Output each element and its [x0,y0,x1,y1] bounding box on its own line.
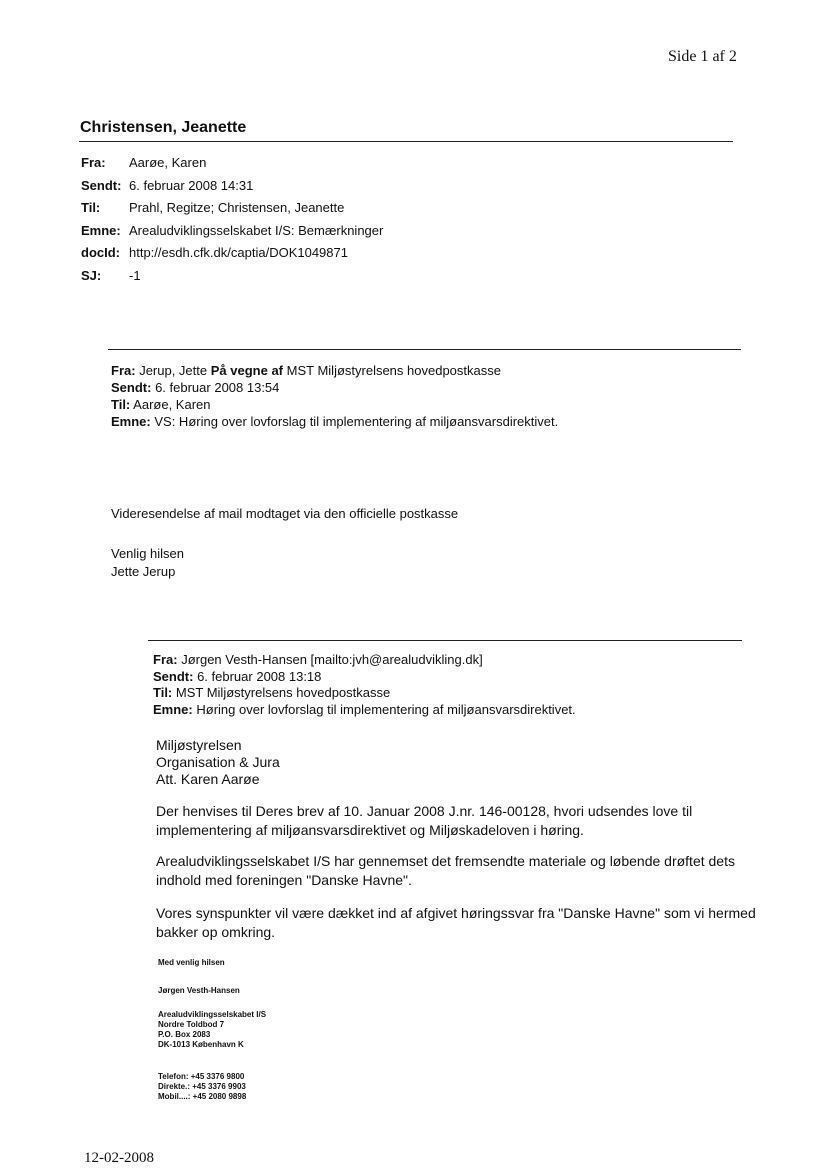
forward2-subject-value: Høring over lovforslag til implementering af miljøansvarsdirektivet. [196,701,576,717]
forward1-sent-row [111,379,558,396]
forward1-to-value: Aarøe, Karen [133,397,211,412]
email-header-fields [81,155,383,291]
forward2-header [153,652,576,718]
forward1-subject-row [111,413,558,430]
header-label: Til: [81,200,101,216]
forward2-subject-label: Emne: [153,701,193,717]
forward2-to-row [153,685,576,702]
header-label: docId: [81,245,120,261]
signature-address [158,1010,266,1050]
forward1-from-value: Jerup, Jette [139,363,208,378]
header-value: Prahl, Regitze; Christensen, Jeanette [129,200,345,216]
forward2-sent-label: Sendt: [153,668,194,684]
signature-closing: Med venlig hilsen [158,958,225,967]
forward1-from-row [111,362,558,379]
forward1-to-row [111,396,558,413]
header-row-to [81,200,383,223]
header-label: SJ: [81,267,102,283]
phone-line: Direkte.: +45 3376 9903 [158,1082,246,1091]
header-label: Sendt: [81,177,122,193]
forward1-sent-value: 6. februar 2008 13:54 [155,380,280,395]
forward2-from-label: Fra: [153,652,178,667]
header-row-docid [81,245,383,268]
address-line: P.O. Box 2083 [158,1030,211,1039]
forward1-subject-value: VS: Høring over lovforslag til implementering af miljøansvarsdirektivet. [154,414,559,429]
header-label: Emne: [81,222,121,238]
forward1-greeting [111,545,184,581]
forward1-to-label: Til: [111,397,131,412]
body-paragraph: Arealudviklingsselskabet I/S har gennemset det fremsendte materiale og løbende drøftet dets indhold med foreningen "Danske Havne". [156,853,735,888]
forward2-from-value: Jørgen Vesth-Hansen [mailto:jvh@arealudvikling.dk] [181,652,483,667]
header-value: 6. februar 2008 14:31 [129,177,254,193]
body-paragraph: Vores synspunkter vil være dækket ind af afgivet høringssvar fra "Danske Havne" som vi hermed bakker op omkring. [156,905,756,940]
forward2-to-value: MST Miljøstyrelsens hovedpostkasse [175,685,391,700]
forward1-sent-label: Sendt: [111,380,152,395]
greeting-name: Jette Jerup [111,564,176,579]
forward2-to-label: Til: [153,685,173,700]
footer-date: 12-02-2008 [84,1150,154,1166]
header-row-sj [81,268,383,291]
signature-name: Jørgen Vesth-Hansen [158,986,240,995]
header-value: http://esdh.cfk.dk/captia/DOK1049871 [129,245,348,261]
forward2-subject-row [153,702,576,719]
letter-addressee [156,737,280,788]
address-line: Nordre Toldbod 7 [158,1020,225,1029]
forward2-sent-row [153,669,576,686]
header-row-sent [81,178,383,201]
forward1-subject-label: Emne: [111,414,151,429]
forward1-header [111,362,558,430]
forward1-on-behalf-value: MST Miljøstyrelsens hovedpostkasse [286,363,501,378]
header-value: Arealudviklingsselskabet I/S: Bemærkninger [129,222,384,238]
forward1-note: Videresendelse af mail modtaget via den officielle postkasse [111,506,459,521]
addressee-line: Organisation & Jura [156,754,280,770]
forward1-from-label: Fra: [111,363,136,378]
addressee-line: Att. Karen Aarøe [156,771,260,787]
address-line: DK-1013 København K [158,1040,244,1049]
phone-line: Mobil....: +45 2080 9898 [158,1092,247,1101]
header-row-subject [81,223,383,246]
phone-line: Telefon: +45 3376 9800 [158,1072,245,1081]
forward1-divider [108,349,741,350]
signature-phones [158,1072,246,1102]
header-value: Aarøe, Karen [129,155,207,170]
forward2-divider [148,640,742,641]
forward2-sent-value: 6. februar 2008 13:18 [197,668,322,684]
page-number: Side 1 af 2 [668,48,737,65]
header-row-from [81,155,383,178]
header-label: Fra: [81,155,106,170]
greeting-line: Venlig hilsen [111,546,184,561]
body-paragraph: Der henvises til Deres brev af 10. Januar 2008 J.nr. 146-00128, hvori udsendes love til implementering af miljøansvarsdirektivet og Miljøskadeloven i høring. [156,803,693,838]
recipient-name: Christensen, Jeanette [80,119,247,136]
header-value: -1 [129,267,141,283]
header-divider [79,141,733,142]
forward1-on-behalf-label: På vegne af [210,363,284,378]
addressee-line: Miljøstyrelsen [156,737,242,753]
forward2-from-row [153,652,576,669]
address-line: Arealudviklingsselskabet I/S [158,1010,267,1019]
